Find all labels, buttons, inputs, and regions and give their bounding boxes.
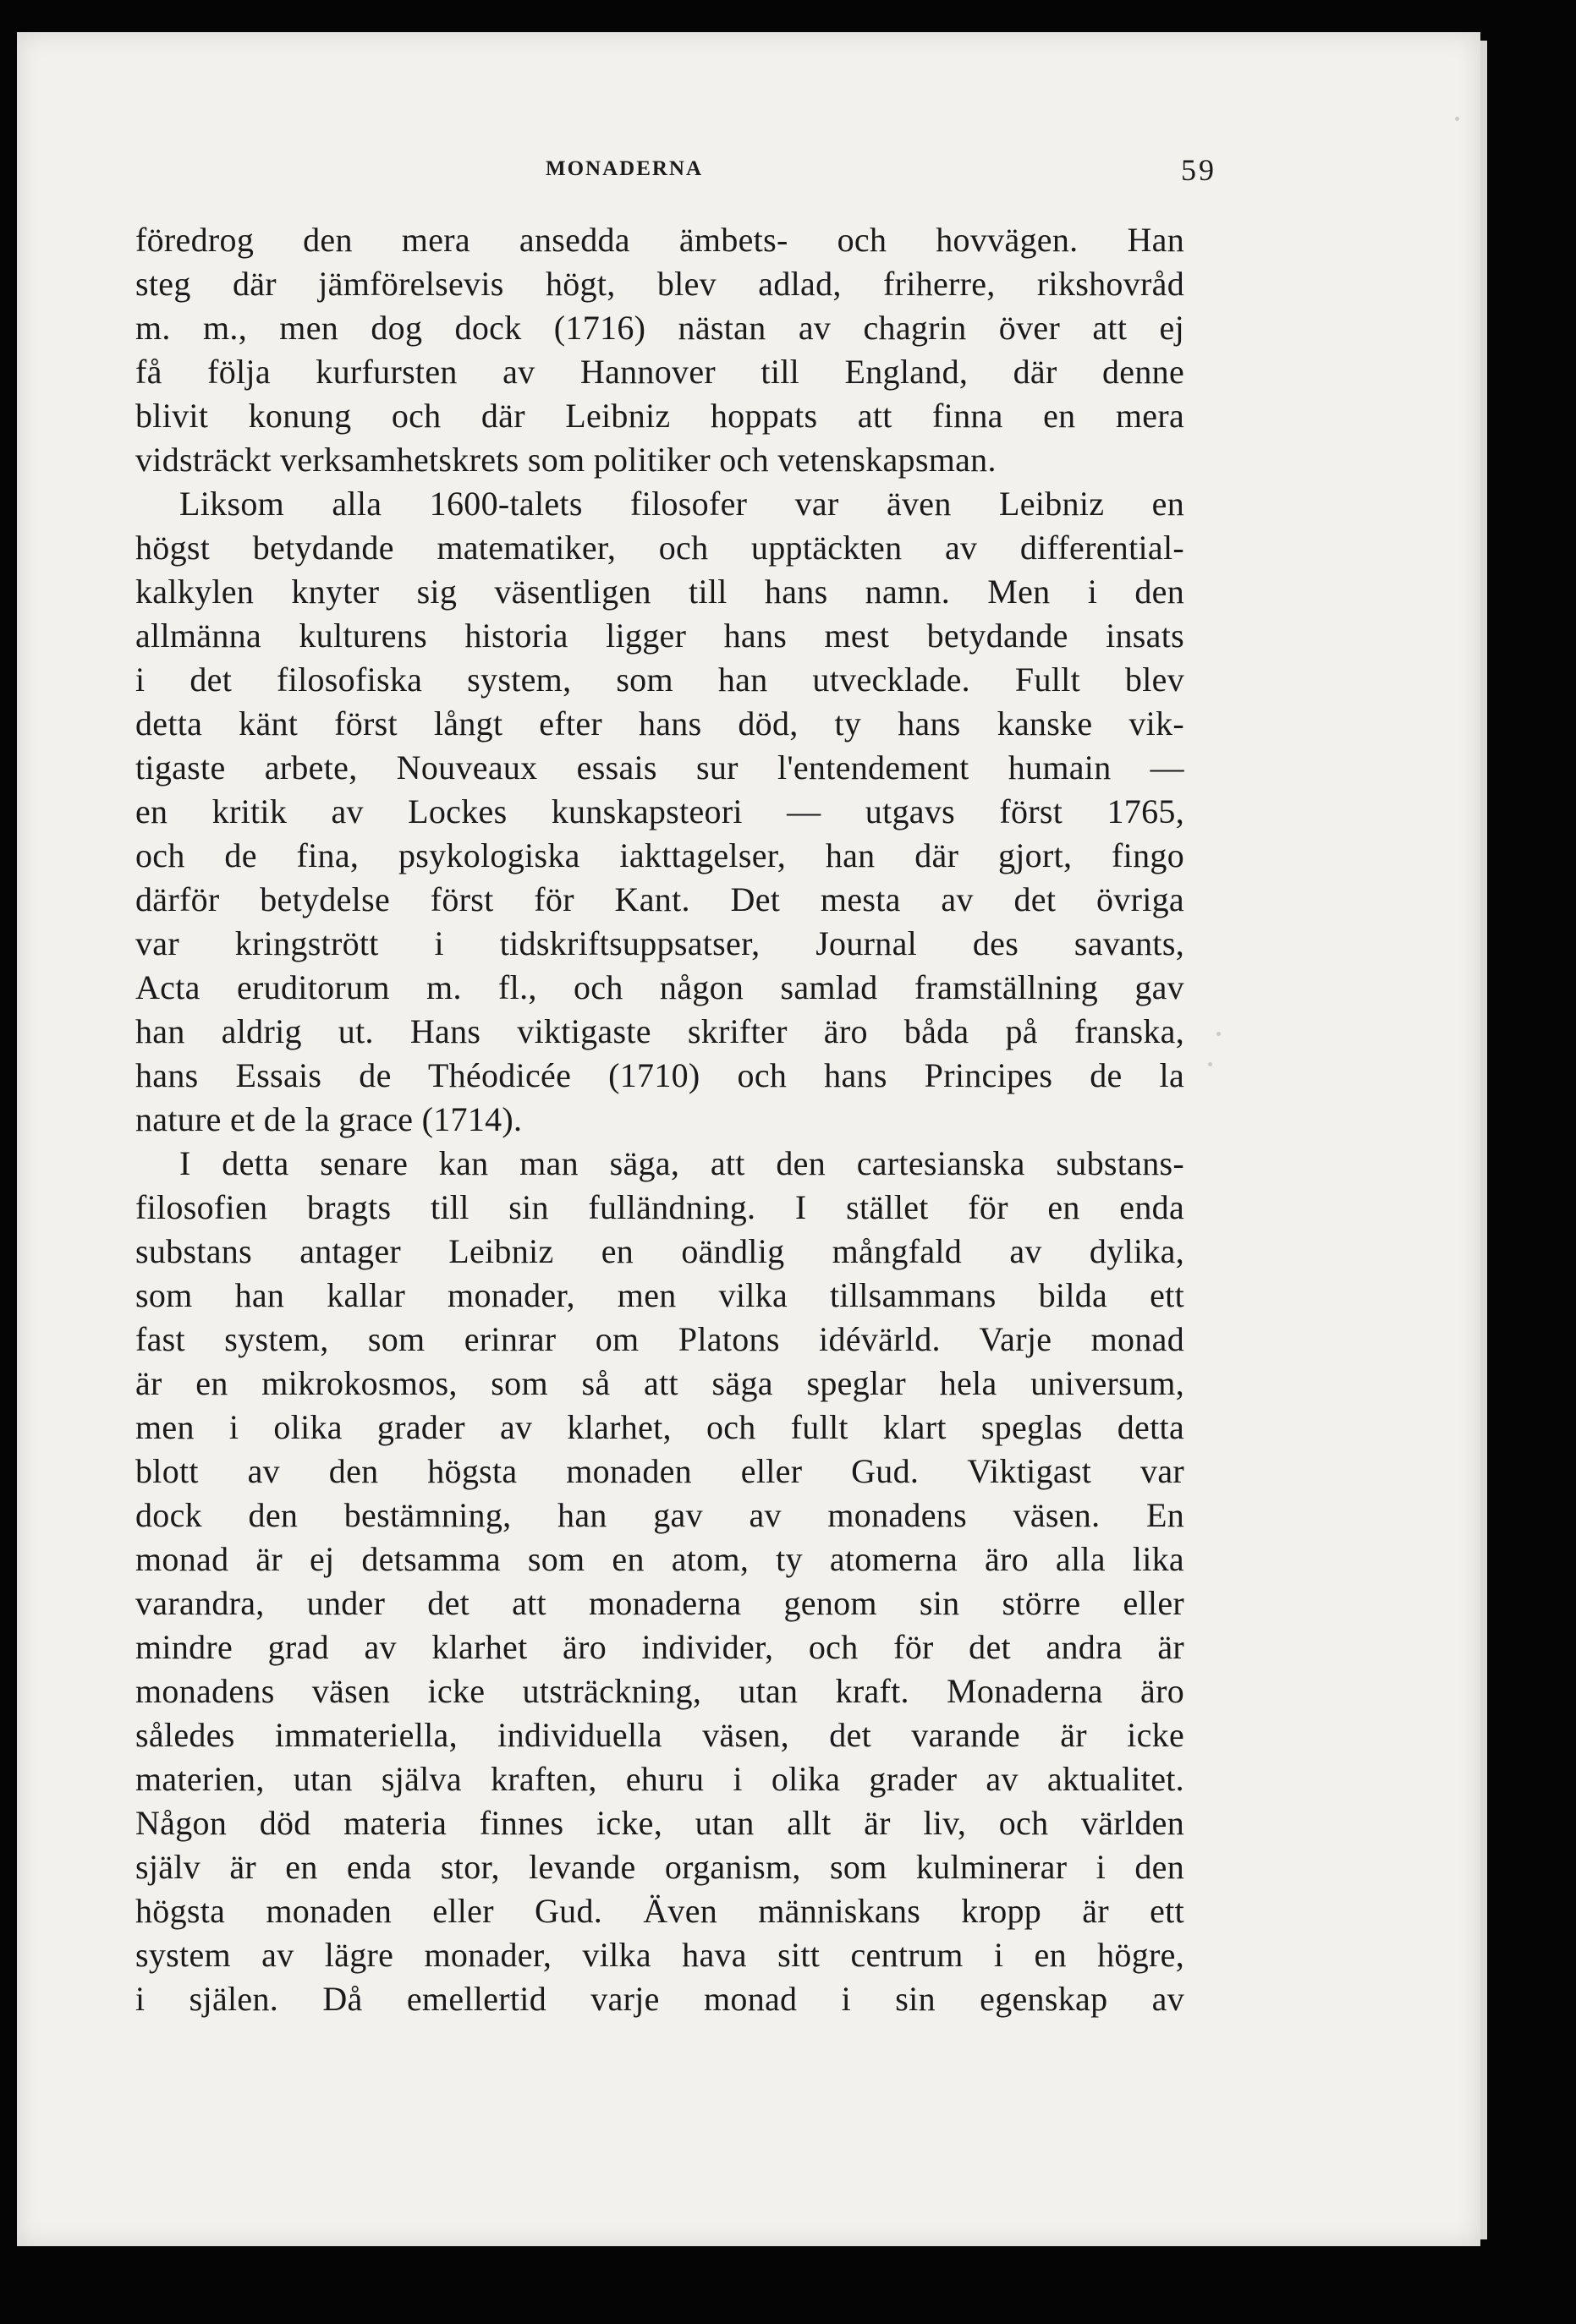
text-line: men i olika grader av klarhet, och fullt klart speglas detta — [135, 1408, 1184, 1446]
text-line: därför betydelse först för Kant. Det mesta av det övriga — [135, 880, 1184, 918]
text-line: Någon död materia finnes icke, utan allt är liv, och världen — [135, 1804, 1184, 1842]
paper-speck — [1216, 1032, 1221, 1036]
text-line: högsta monaden eller Gud. Även människans kropp är ett — [135, 1892, 1184, 1930]
text-line: monadens väsen icke utsträckning, utan kraft. Monaderna äro — [135, 1672, 1184, 1710]
text-line: mindre grad av klarhet äro individer, och för det andra är — [135, 1628, 1184, 1666]
text-line: monad är ej detsamma som en atom, ty atomerna äro alla lika — [135, 1540, 1184, 1578]
text-line: som han kallar monader, men vilka tillsammans bilda ett — [135, 1276, 1184, 1314]
text-line: är en mikrokosmos, som så att säga speglar hela universum, — [135, 1364, 1184, 1402]
text-line: fast system, som erinrar om Platons idévärld. Varje monad — [135, 1320, 1184, 1358]
text-line: Acta eruditorum m. fl., och någon samlad framställning gav — [135, 968, 1184, 1006]
paper-speck — [1455, 117, 1459, 121]
text-line: allmänna kulturens historia ligger hans mest betydande insats — [135, 617, 1184, 655]
text-line: och de fina, psykologiska iakttagelser, han där gjort, fingo — [135, 836, 1184, 874]
paper-speck — [1208, 1062, 1212, 1066]
chapter-running-title: MONADERNA — [546, 157, 704, 180]
text-line: varandra, under det att monaderna genom sin större eller — [135, 1584, 1184, 1622]
text-line: vidsträckt verksamhetskrets som politiker och vetenskapsman. — [135, 441, 997, 479]
text-line: nature et de la grace (1714). — [135, 1100, 523, 1138]
text-line: steg där jämförelsevis högt, blev adlad, friherre, rikshovråd — [135, 265, 1184, 303]
text-line: materien, utan själva kraften, ehuru i olika grader av aktualitet. — [135, 1760, 1184, 1798]
text-line: detta känt först långt efter hans död, ty hans kanske vik- — [135, 704, 1184, 743]
text-line: han aldrig ut. Hans viktigaste skrifter äro båda på franska, — [135, 1012, 1184, 1050]
text-line: en kritik av Lockes kunskapsteori — utgavs först 1765, — [135, 792, 1184, 830]
running-header — [135, 145, 1216, 189]
text-line: föredrog den mera ansedda ämbets- och hovvägen. Han — [135, 221, 1184, 259]
text-line: substans antager Leibniz en oändlig mångfald av dylika, — [135, 1232, 1184, 1270]
text-line: tigaste arbete, Nouveaux essais sur l'entendement humain — — [135, 748, 1184, 787]
text-line: själv är en enda stor, levande organism, som kulminerar i den — [135, 1848, 1184, 1886]
text-line: blott av den högsta monaden eller Gud. Viktigast var — [135, 1452, 1184, 1490]
text-line: i själen. Då emellertid varje monad i sin egenskap av — [135, 1980, 1184, 2018]
text-line: system av lägre monader, vilka hava sitt centrum i en högre, — [135, 1936, 1184, 1974]
text-line: filosofien bragts till sin fulländning. I stället för en enda — [135, 1188, 1184, 1226]
text-line: således immateriella, individuella väsen, det varande är icke — [135, 1716, 1184, 1754]
text-line: få följa kurfursten av Hannover till England, där denne — [135, 353, 1184, 391]
text-line: blivit konung och där Leibniz hoppats att finna en mera — [135, 397, 1184, 435]
text-line: i det filosofiska system, som han utvecklade. Fullt blev — [135, 660, 1184, 699]
text-line: m. m., men dog dock (1716) nästan av chagrin över att ej — [135, 309, 1184, 347]
text-line: Liksom alla 1600-talets filosofer var även Leibniz en — [179, 485, 1184, 523]
page-number: 59 — [1181, 153, 1216, 187]
text-line: dock den bestämning, han gav av monadens väsen. En — [135, 1496, 1184, 1534]
text-line: högst betydande matematiker, och upptäckten av differential- — [135, 529, 1184, 567]
text-line: hans Essais de Théodicée (1710) och hans Principes de la — [135, 1056, 1184, 1094]
page-body-text — [135, 218, 1184, 2021]
text-line: var kringstrött i tidskriftsuppsatser, Journal des savants, — [135, 924, 1184, 962]
text-line: I detta senare kan man säga, att den cartesianska substans- — [179, 1144, 1184, 1182]
text-line: kalkylen knyter sig väsentligen till hans namn. Men i den — [135, 573, 1184, 611]
